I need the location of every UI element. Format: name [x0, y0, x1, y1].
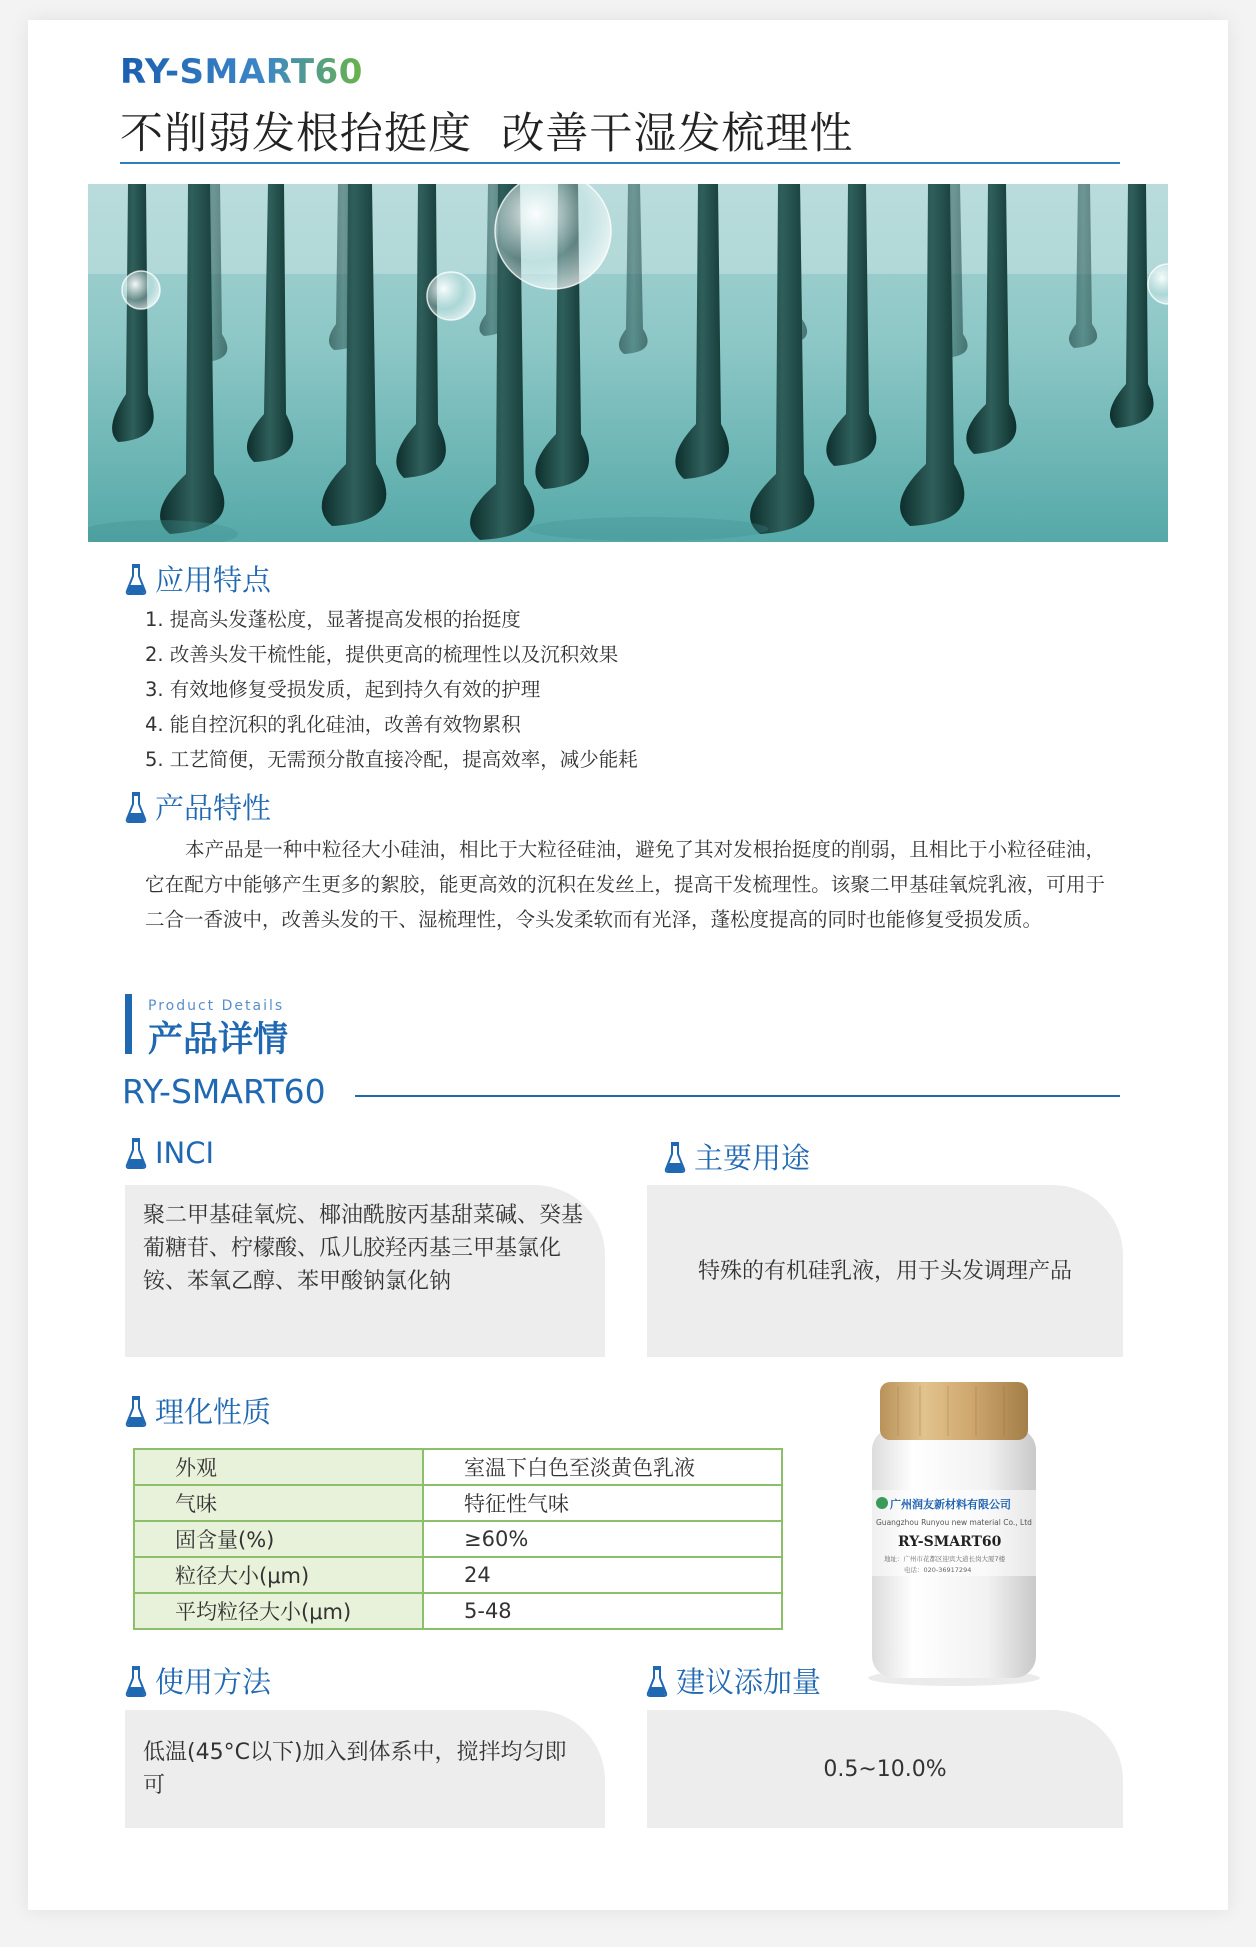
flask-icon	[125, 1137, 147, 1169]
headline: 不削弱发根抬挺度 改善干湿发梳理性	[120, 109, 854, 159]
section-bar	[125, 994, 132, 1054]
main-use-box: 特殊的有机硅乳液，用于头发调理产品	[647, 1185, 1123, 1357]
dosage-box: 0.5~10.0%	[647, 1710, 1123, 1828]
details-divider	[355, 1095, 1120, 1097]
svg-text:电话：020-36917294: 电话：020-36917294	[904, 1566, 972, 1574]
product-details-title: 产品详情	[148, 1020, 289, 1060]
flask-icon	[125, 791, 147, 823]
characteristics-text: 本产品是一种中粒径大小硅油，相比于大粒径硅油，避免了其对发根抬挺度的削弱，且相比于小粒径硅油，它在配方中能够产生更多的絮胶，能更高效的沉积在发丝上，提高干发梳理性。该聚二甲基硅氧烷乳液，可用于二合一香波中，改善头发的干、湿梳理性，令头发柔软而有光泽，蓬松度提高的同时也能修复受损发质。	[145, 838, 1105, 931]
list-item: 3. 有效地修复受损发质，起到持久有效的护理	[145, 678, 541, 701]
features-list	[145, 602, 1045, 777]
svg-text:广州润友新材料有限公司: 广州润友新材料有限公司	[890, 1498, 1011, 1511]
flask-icon	[125, 563, 147, 595]
characteristics-title: 产品特性	[125, 786, 271, 827]
inci-title: INCI	[125, 1136, 214, 1170]
features-title: 应用特点	[125, 558, 271, 599]
svg-text:地址：广州市花都区迎宾大道长岗大厦7楼: 地址：广州市花都区迎宾大道长岗大厦7楼	[884, 1555, 1006, 1563]
table-row: 平均粒径大小(μm) 5-48	[134, 1593, 782, 1629]
svg-text:Guangzhou Runyou new material: Guangzhou Runyou new material Co., Ltd	[876, 1518, 1032, 1527]
table-row: 气味 特征性气味	[134, 1485, 782, 1521]
inci-box: 聚二甲基硅氧烷、椰油酰胺丙基甜菜碱、癸基葡糖苷、柠檬酸、瓜儿胶羟丙基三甲基氯化铵、苯氧乙醇、苯甲酸钠氯化钠	[125, 1185, 605, 1357]
table-row: 粒径大小(μm) 24	[134, 1557, 782, 1593]
product-details-en: Product Details	[148, 998, 285, 1014]
main-use-title: 主要用途	[664, 1136, 810, 1177]
details-model: RY-SMART60	[122, 1072, 326, 1111]
header-divider	[120, 162, 1120, 164]
properties-table	[133, 1448, 783, 1630]
table-row: 固含量(%) ≥60%	[134, 1521, 782, 1557]
brand-logo-icon	[876, 1497, 888, 1509]
svg-text:RY-SMART60: RY-SMART60	[898, 1534, 1002, 1550]
usage-box: 低温(45°C以下)加入到体系中，搅拌均匀即可	[125, 1710, 605, 1828]
flask-icon	[125, 1665, 147, 1697]
flask-icon	[125, 1395, 147, 1427]
flask-icon	[664, 1141, 686, 1173]
model-heading: RY-SMART60	[120, 52, 363, 92]
list-item: 5. 工艺简便，无需预分散直接冷配，提高效率，减少能耗	[145, 748, 638, 771]
product-bottle-image	[858, 1378, 1050, 1688]
dosage-title: 建议添加量	[646, 1660, 821, 1701]
hero-hair-follicle-image	[88, 184, 1168, 542]
list-item: 4. 能自控沉积的乳化硅油，改善有效物累积	[145, 713, 521, 736]
usage-title: 使用方法	[125, 1660, 271, 1701]
properties-title: 理化性质	[125, 1390, 271, 1431]
list-item: 2. 改善头发干梳性能，提供更高的梳理性以及沉积效果	[145, 643, 619, 666]
flask-icon	[646, 1665, 668, 1697]
table-row: 外观 室温下白色至淡黄色乳液	[134, 1449, 782, 1485]
list-item: 1. 提高头发蓬松度，显著提高发根的抬挺度	[145, 608, 521, 631]
